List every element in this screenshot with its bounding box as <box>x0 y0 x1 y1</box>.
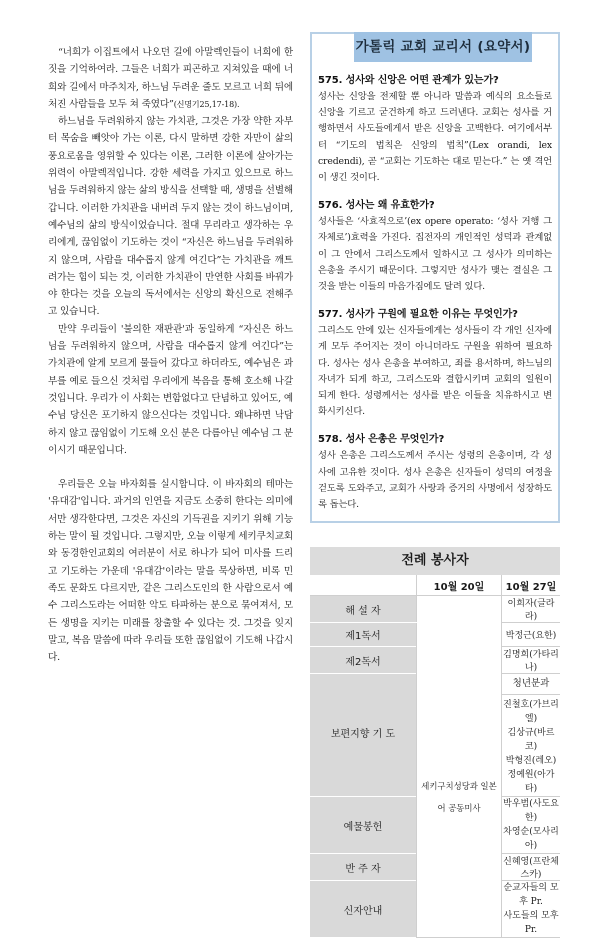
youth-committee-label: 청년분과 <box>502 674 560 695</box>
catechism-box <box>310 32 560 523</box>
oct20-note-text: 세키구치성당과 일본어 공동미사 <box>421 780 497 813</box>
oct27-assignee: 이희자(글라라) <box>502 596 561 623</box>
homily-quote <box>48 44 293 113</box>
liturgy-roster <box>310 547 560 938</box>
role-label: 보편지향 기 도 <box>310 674 417 797</box>
catechism-answer: 성사들은 ‘사효적으로’(ex opere operato: ‘성사 거행 그 자체로’)효력을 가진다. 집전자의 개인적인 성덕과 관계없이 그 안에서 그리스도께서 일하시고 그 성사가 의미하는 은총을 주시기 때문이다. 그렇지만 성사가 맺는 결실은 그것을 받는 이들의 마음가짐에도 달려 있다. <box>318 216 552 293</box>
catechism-item <box>318 431 552 513</box>
homily-paragraph: 만약 우리들이 '불의한 재판관'과 동일하게 “자신은 하느님을 두려워하지 않으며, 사람을 대수롭지 않게 여긴다”는 가치관에 알게 모르게 물들어 갔다고 하더라도, 예수님은 과부를 예로 들으신 것처럼 우리에게 복음을 통해 호소해 나갈 것입니다. 우리가 이 사회는 변함없다고 단념하고 있어도, 예수님 당신은 포기하지 않으신다는 것입니다. 왜냐하면 낙담하지 않고 끊임없이 기도해 오신 분은 다름아닌 예수님 그 분이시기 때문입니다. <box>48 323 293 456</box>
roster-corner <box>310 575 417 596</box>
assignee-name: 박형진(레오) <box>505 756 557 766</box>
oct27-assignee-group <box>502 674 561 797</box>
catechism-answer: 성사 은총은 그리스도께서 주시는 성령의 은총이며, 각 성사에 고유한 것이다. 성사 은총은 신자들이 성덕의 여정을 걷도록 도와주고, 교회가 사랑과 증거의 사명에서 성장하도록 돕는다. <box>318 450 552 511</box>
assignee-name: 사도들의 모후 Pr. <box>503 911 559 935</box>
column-header-oct20: 10월 20일 <box>417 575 502 596</box>
role-label: 반 주 자 <box>310 854 417 881</box>
role-label: 신자안내 <box>310 881 417 938</box>
homily-quote-text: “너희가 이집트에서 나오던 길에 아말렉인들이 너희에 한 짓을 기억하여라. 그들은 너희가 피곤하고 지쳐있을 때에 너희와 길에서 마주치자, 하느님 두려운 줄도 모르고 너희 뒤에 처진 사람들을 모두 쳐 죽였다” <box>48 47 293 110</box>
catechism-question: 577. 성사가 구원에 필요한 이유는 무엇인가? <box>318 309 518 321</box>
oct27-assignee-group <box>502 797 561 854</box>
catechism-question: 576. 성사는 왜 유효한가? <box>318 200 435 212</box>
oct27-assignee: 김명희(가타리나) <box>502 647 561 674</box>
homily-column <box>48 44 293 666</box>
catechism-question: 575. 성사와 신앙은 어떤 관계가 있는가? <box>318 75 499 86</box>
roster-table <box>310 575 560 938</box>
role-label: 해 설 자 <box>310 596 417 623</box>
assignee-name: 차영순(모사리아) <box>503 827 559 851</box>
catechism-title: 가톨릭 교회 교리서 (요약서) <box>354 32 532 62</box>
catechism-question: 578. 성사 은총은 무엇인가? <box>318 434 445 446</box>
catechism-item <box>318 197 552 295</box>
assignee-name: 진철호(가브리엘) <box>503 700 559 724</box>
role-label: 예물봉헌 <box>310 797 417 854</box>
scripture-citation: (신명기25,17-18). <box>173 99 240 109</box>
homily-paragraph: 하느님을 두려워하지 않는 가치관, 그것은 가장 약한 자부터 목숨을 빼앗아 가는 이론, 다시 말하면 강한 자만이 삶의 풍요로움을 영위할 수 있다는 이론, 그러한 이론에 살아가는 위력이 아말렉적입니다. 강한 세력을 가지고 있으므로 하느님을 두려워하지 않는 삶의 방식을 선택할 때, 생명을 선별해 갑니다. 이러한 가치관을 내버려 두지 않는 것이 하느님이며, 예수님의 삶의 방식이었습니다. 절대 무리라고 생각하는 우리에게, 끊임없이 기도하는 것이 “자신은 하느님을 두려워하지 않으며, 사람을 대수롭지 않게 여긴다”는 가치관을 깨트려가는 힘이 되는 것, 이러한 가치관이 만연한 사회를 바꿔가야 한다는 것을 오늘의 독서에서는 신앙의 확신으로 전해주고 있습니다. <box>48 116 293 318</box>
assignee-name: 박우범(사도요한) <box>503 799 559 823</box>
oct20-joint-mass-note <box>417 596 502 938</box>
catechism-item <box>318 306 552 420</box>
oct27-assignee-group <box>502 881 561 938</box>
catechism-answer: 성사는 신앙을 전제할 뿐 아니라 말씀과 예식의 요소들로 신앙을 기르고 굳건하게 하고 드러낸다. 교회는 성사를 거행하면서 사도들에게서 받은 신앙을 고백한다. 여기에서부터 “기도의 법칙은 신앙의 법칙”(Lex orandi, lex credendi), 곧 “교회는 기도하는 대로 믿는다.” 는 옛 격언이 생긴 것이다. <box>318 91 552 184</box>
catechism-item <box>318 72 552 186</box>
table-row <box>310 596 560 623</box>
roster-title: 전례 봉사자 <box>310 547 560 575</box>
assignee-name: 김상규(바르코) <box>507 728 555 752</box>
assignee-name: 순교자들의 모후 Pr. <box>503 883 559 907</box>
catechism-section <box>310 32 560 523</box>
homily-paragraph: 우리들은 오늘 바자회를 실시합니다. 이 바자회의 테마는 '유대감'입니다. 과거의 인연을 지금도 소중히 한다는 의미에서만 생각한다면, 그것은 자신의 기득권을 지키기 위해 기능하는 말이 될 것입니다. 그렇지만, 오늘 이렇게 세키쿠치교회와 동경한인교회의 여러분이 서로 하나가 되어 미사를 드리고 기도하는 가운데 '유대감'이라는 말을 묵상하면, 비록 민족도 문화도 다르지만, 같은 그리스도인의 한 사람으로서 예수 그리스도라는 어떠한 악도 타파하는 분으로 묶여져서, 모든 생명을 지키는 미래를 창출할 수 있다는 것. 그것을 잊지 말고, 복음 말씀에 따라 우리들 또한 끊임없이 기도해 나갑시다. <box>48 479 293 664</box>
role-label: 제1독서 <box>310 623 417 647</box>
oct27-assignee: 신혜영(프란체스카) <box>502 854 561 881</box>
roster-header-row <box>310 575 560 596</box>
oct27-assignee: 박정근(요한) <box>502 623 561 647</box>
role-label: 제2독서 <box>310 647 417 674</box>
column-header-oct27: 10월 27일 <box>502 575 561 596</box>
assignee-name: 정예원(아가타) <box>507 770 555 794</box>
catechism-answer: 그리스도 안에 있는 신자들에게는 성사들이 각 개인 신자에게 모두 주어지는 것이 아니더라도 구원을 위하여 필요하다. 성사는 성사 은총을 부여하고, 죄를 용서하며, 하느님의 자녀가 되게 하고, 그리스도와 결합시키며 교회의 일원이 되게 한다. 성령께서는 성사를 받은 이들을 치유하시고 변화시키신다. <box>318 325 552 418</box>
